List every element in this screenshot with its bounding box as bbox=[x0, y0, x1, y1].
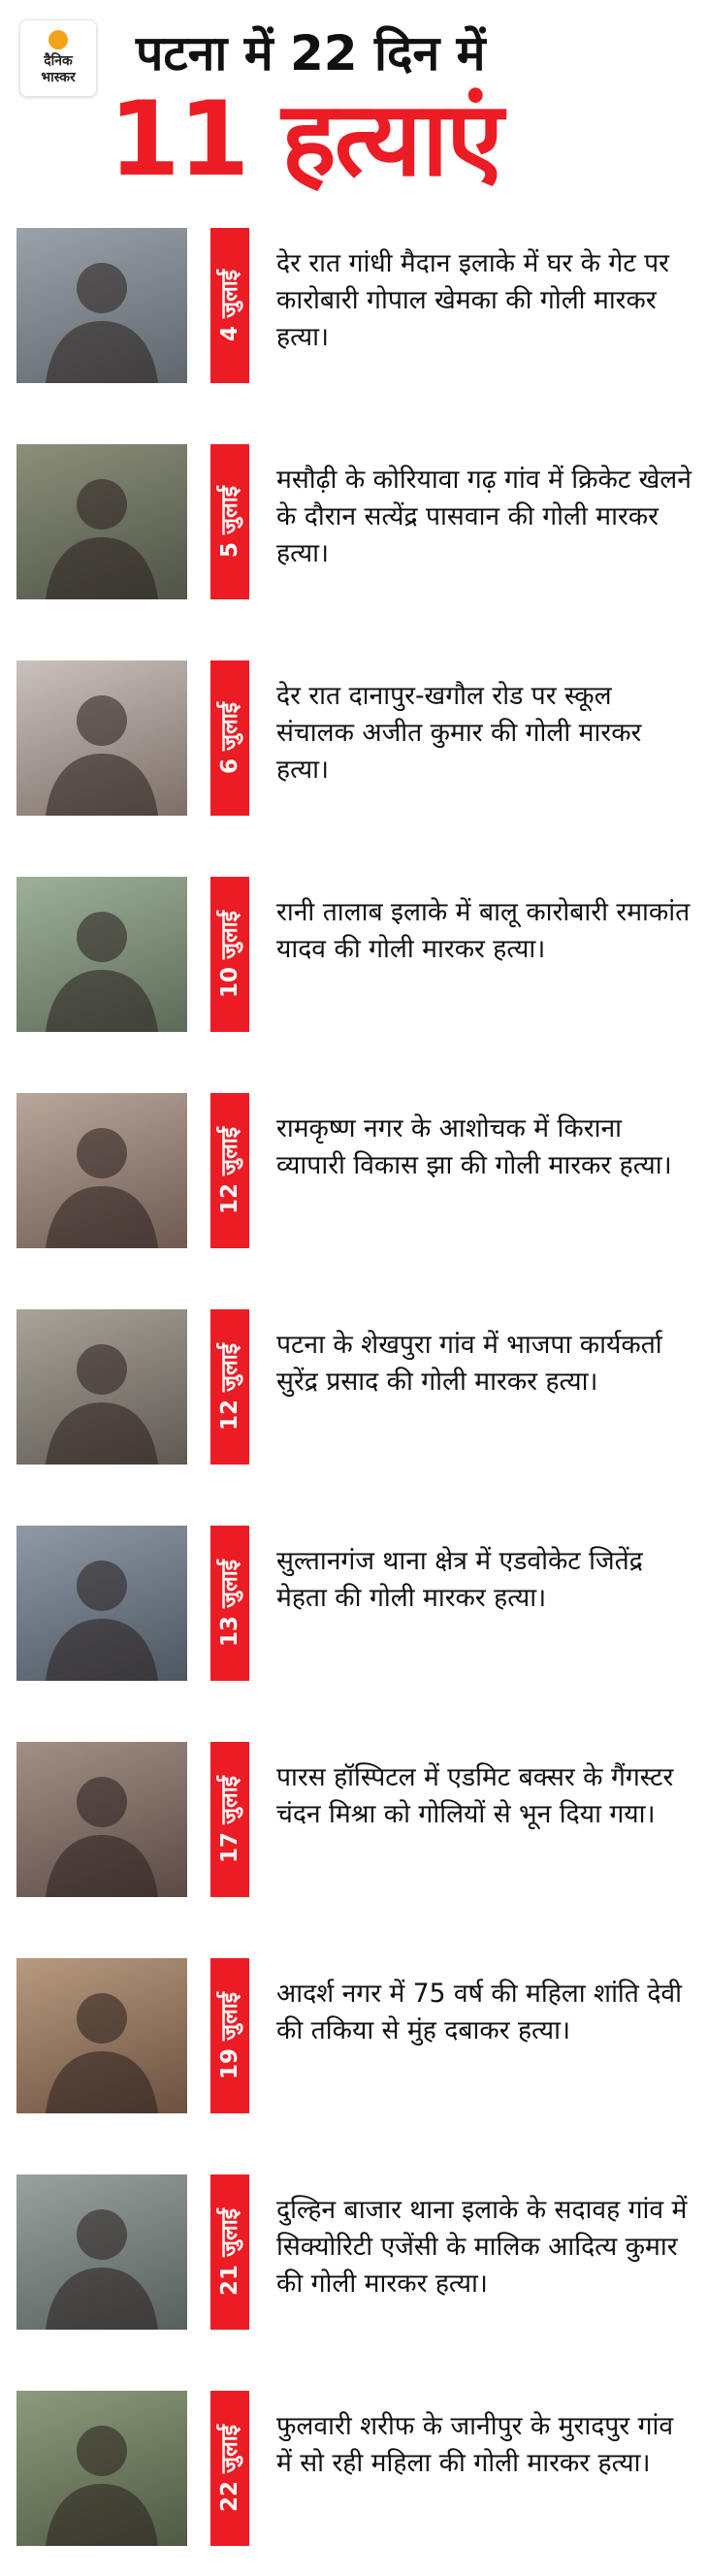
incident-description: देर रात दानापुर-खगौल रोड पर स्कूल संचालक अजीत कुमार की गोली मारकर हत्या। bbox=[276, 681, 642, 785]
person-silhouette-icon bbox=[16, 1958, 187, 2113]
incident-date: 17 जुलाई bbox=[217, 1776, 242, 1863]
headline-line1: पटना में 22 दिन में bbox=[136, 25, 486, 81]
incident-entry bbox=[0, 2174, 708, 2330]
incident-photo bbox=[16, 2391, 187, 2546]
incident-date: 10 जुलाई bbox=[217, 911, 242, 998]
person-silhouette-icon bbox=[16, 877, 187, 1032]
incident-photo bbox=[16, 1093, 187, 1248]
date-strip bbox=[210, 228, 249, 383]
incident-photo bbox=[16, 660, 187, 816]
incident-description: मसौढ़ी के कोरियावा गढ़ गांव में क्रिकेट खेलने के दौरान सत्येंद्र पासवान की गोली मारकर हत्या। bbox=[276, 465, 692, 568]
incident-description: दुल्हिन बाजार थाना इलाके के सदावह गांव में सिक्योरिटी एजेंसी के मालिक आदित्य कुमार की गोली मारकर हत्या। bbox=[276, 2195, 688, 2299]
logo-text-line1: दैनिक bbox=[44, 53, 73, 69]
incident-date: 6 जुलाई bbox=[217, 702, 242, 774]
incident-date: 13 जुलाई bbox=[217, 1560, 242, 1647]
incident-entry bbox=[0, 228, 708, 383]
incident-entry bbox=[0, 660, 708, 816]
person-silhouette-icon bbox=[16, 2391, 187, 2546]
incident-date: 21 जुलाई bbox=[217, 2208, 242, 2296]
incident-description: रामकृष्ण नगर के आशोचक में किराना व्यापारी विकास झा की गोली मारकर हत्या। bbox=[276, 1113, 672, 1180]
incident-photo bbox=[16, 1958, 187, 2113]
incident-date: 22 जुलाई bbox=[217, 2425, 242, 2512]
incident-date: 12 जुलाई bbox=[217, 1127, 242, 1214]
date-strip bbox=[210, 444, 249, 599]
date-strip bbox=[210, 1093, 249, 1248]
incident-photo bbox=[16, 444, 187, 599]
person-silhouette-icon bbox=[16, 1093, 187, 1248]
logo-text-line2: भास्कर bbox=[41, 70, 76, 85]
incident-photo bbox=[16, 1526, 187, 1681]
person-silhouette-icon bbox=[16, 2174, 187, 2330]
incident-entry bbox=[0, 877, 708, 1032]
incident-description: सुल्तानगंज थाना क्षेत्र में एडवोकेट जितेंद्र मेहता की गोली मारकर हत्या। bbox=[276, 1546, 643, 1613]
sun-icon bbox=[48, 30, 68, 49]
incident-date: 12 जुलाई bbox=[217, 1343, 242, 1431]
person-silhouette-icon bbox=[16, 1309, 187, 1465]
incident-photo bbox=[16, 228, 187, 383]
incident-date: 4 जुलाई bbox=[217, 270, 242, 341]
date-strip bbox=[210, 1958, 249, 2113]
incident-description: फुलवारी शरीफ के जानीपुर के मुरादपुर गांव में सो रही महिला की गोली मारकर हत्या। bbox=[276, 2411, 674, 2478]
person-silhouette-icon bbox=[16, 660, 187, 816]
date-strip bbox=[210, 877, 249, 1032]
person-silhouette-icon bbox=[16, 1742, 187, 1897]
date-strip bbox=[210, 660, 249, 816]
incident-entry bbox=[0, 1309, 708, 1465]
incident-description: रानी तालाब इलाके में बालू कारोबारी रमाकांत यादव की गोली मारकर हत्या। bbox=[276, 897, 691, 964]
headline-line2: 11 हत्याएं bbox=[109, 80, 501, 199]
incident-photo bbox=[16, 877, 187, 1032]
incident-description: पारस हॉस्पिटल में एडमिट बक्सर के गैंगस्टर चंदन मिश्रा को गोलियों से भून दिया गया। bbox=[276, 1762, 674, 1829]
date-strip bbox=[210, 2174, 249, 2330]
incident-entry bbox=[0, 2391, 708, 2546]
incident-date: 5 जुलाई bbox=[217, 486, 242, 558]
incident-entry bbox=[0, 1526, 708, 1681]
incident-description: पटना के शेखपुरा गांव में भाजपा कार्यकर्ता सुरेंद्र प्रसाद की गोली मारकर हत्या। bbox=[276, 1330, 662, 1397]
incident-entry bbox=[0, 444, 708, 599]
incident-description: आदर्श नगर में 75 वर्ष की महिला शांति देवी की तकिया से मुंह दबाकर हत्या। bbox=[276, 1979, 682, 2045]
date-strip bbox=[210, 1526, 249, 1681]
person-silhouette-icon bbox=[16, 444, 187, 599]
incident-description: देर रात गांधी मैदान इलाके में घर के गेट पर कारोबारी गोपाल खेमका की गोली मारकर हत्या। bbox=[276, 248, 670, 352]
incident-photo bbox=[16, 2174, 187, 2330]
date-strip bbox=[210, 1742, 249, 1897]
dainik-bhaskar-logo bbox=[19, 19, 97, 97]
incident-photo bbox=[16, 1742, 187, 1897]
header bbox=[0, 0, 708, 199]
date-strip bbox=[210, 2391, 249, 2546]
incident-date: 19 जुलाई bbox=[217, 1992, 242, 2079]
incident-photo bbox=[16, 1309, 187, 1465]
person-silhouette-icon bbox=[16, 1526, 187, 1681]
incident-entry bbox=[0, 1958, 708, 2113]
person-silhouette-icon bbox=[16, 228, 187, 383]
date-strip bbox=[210, 1309, 249, 1465]
incident-entry bbox=[0, 1093, 708, 1248]
incident-entry bbox=[0, 1742, 708, 1897]
